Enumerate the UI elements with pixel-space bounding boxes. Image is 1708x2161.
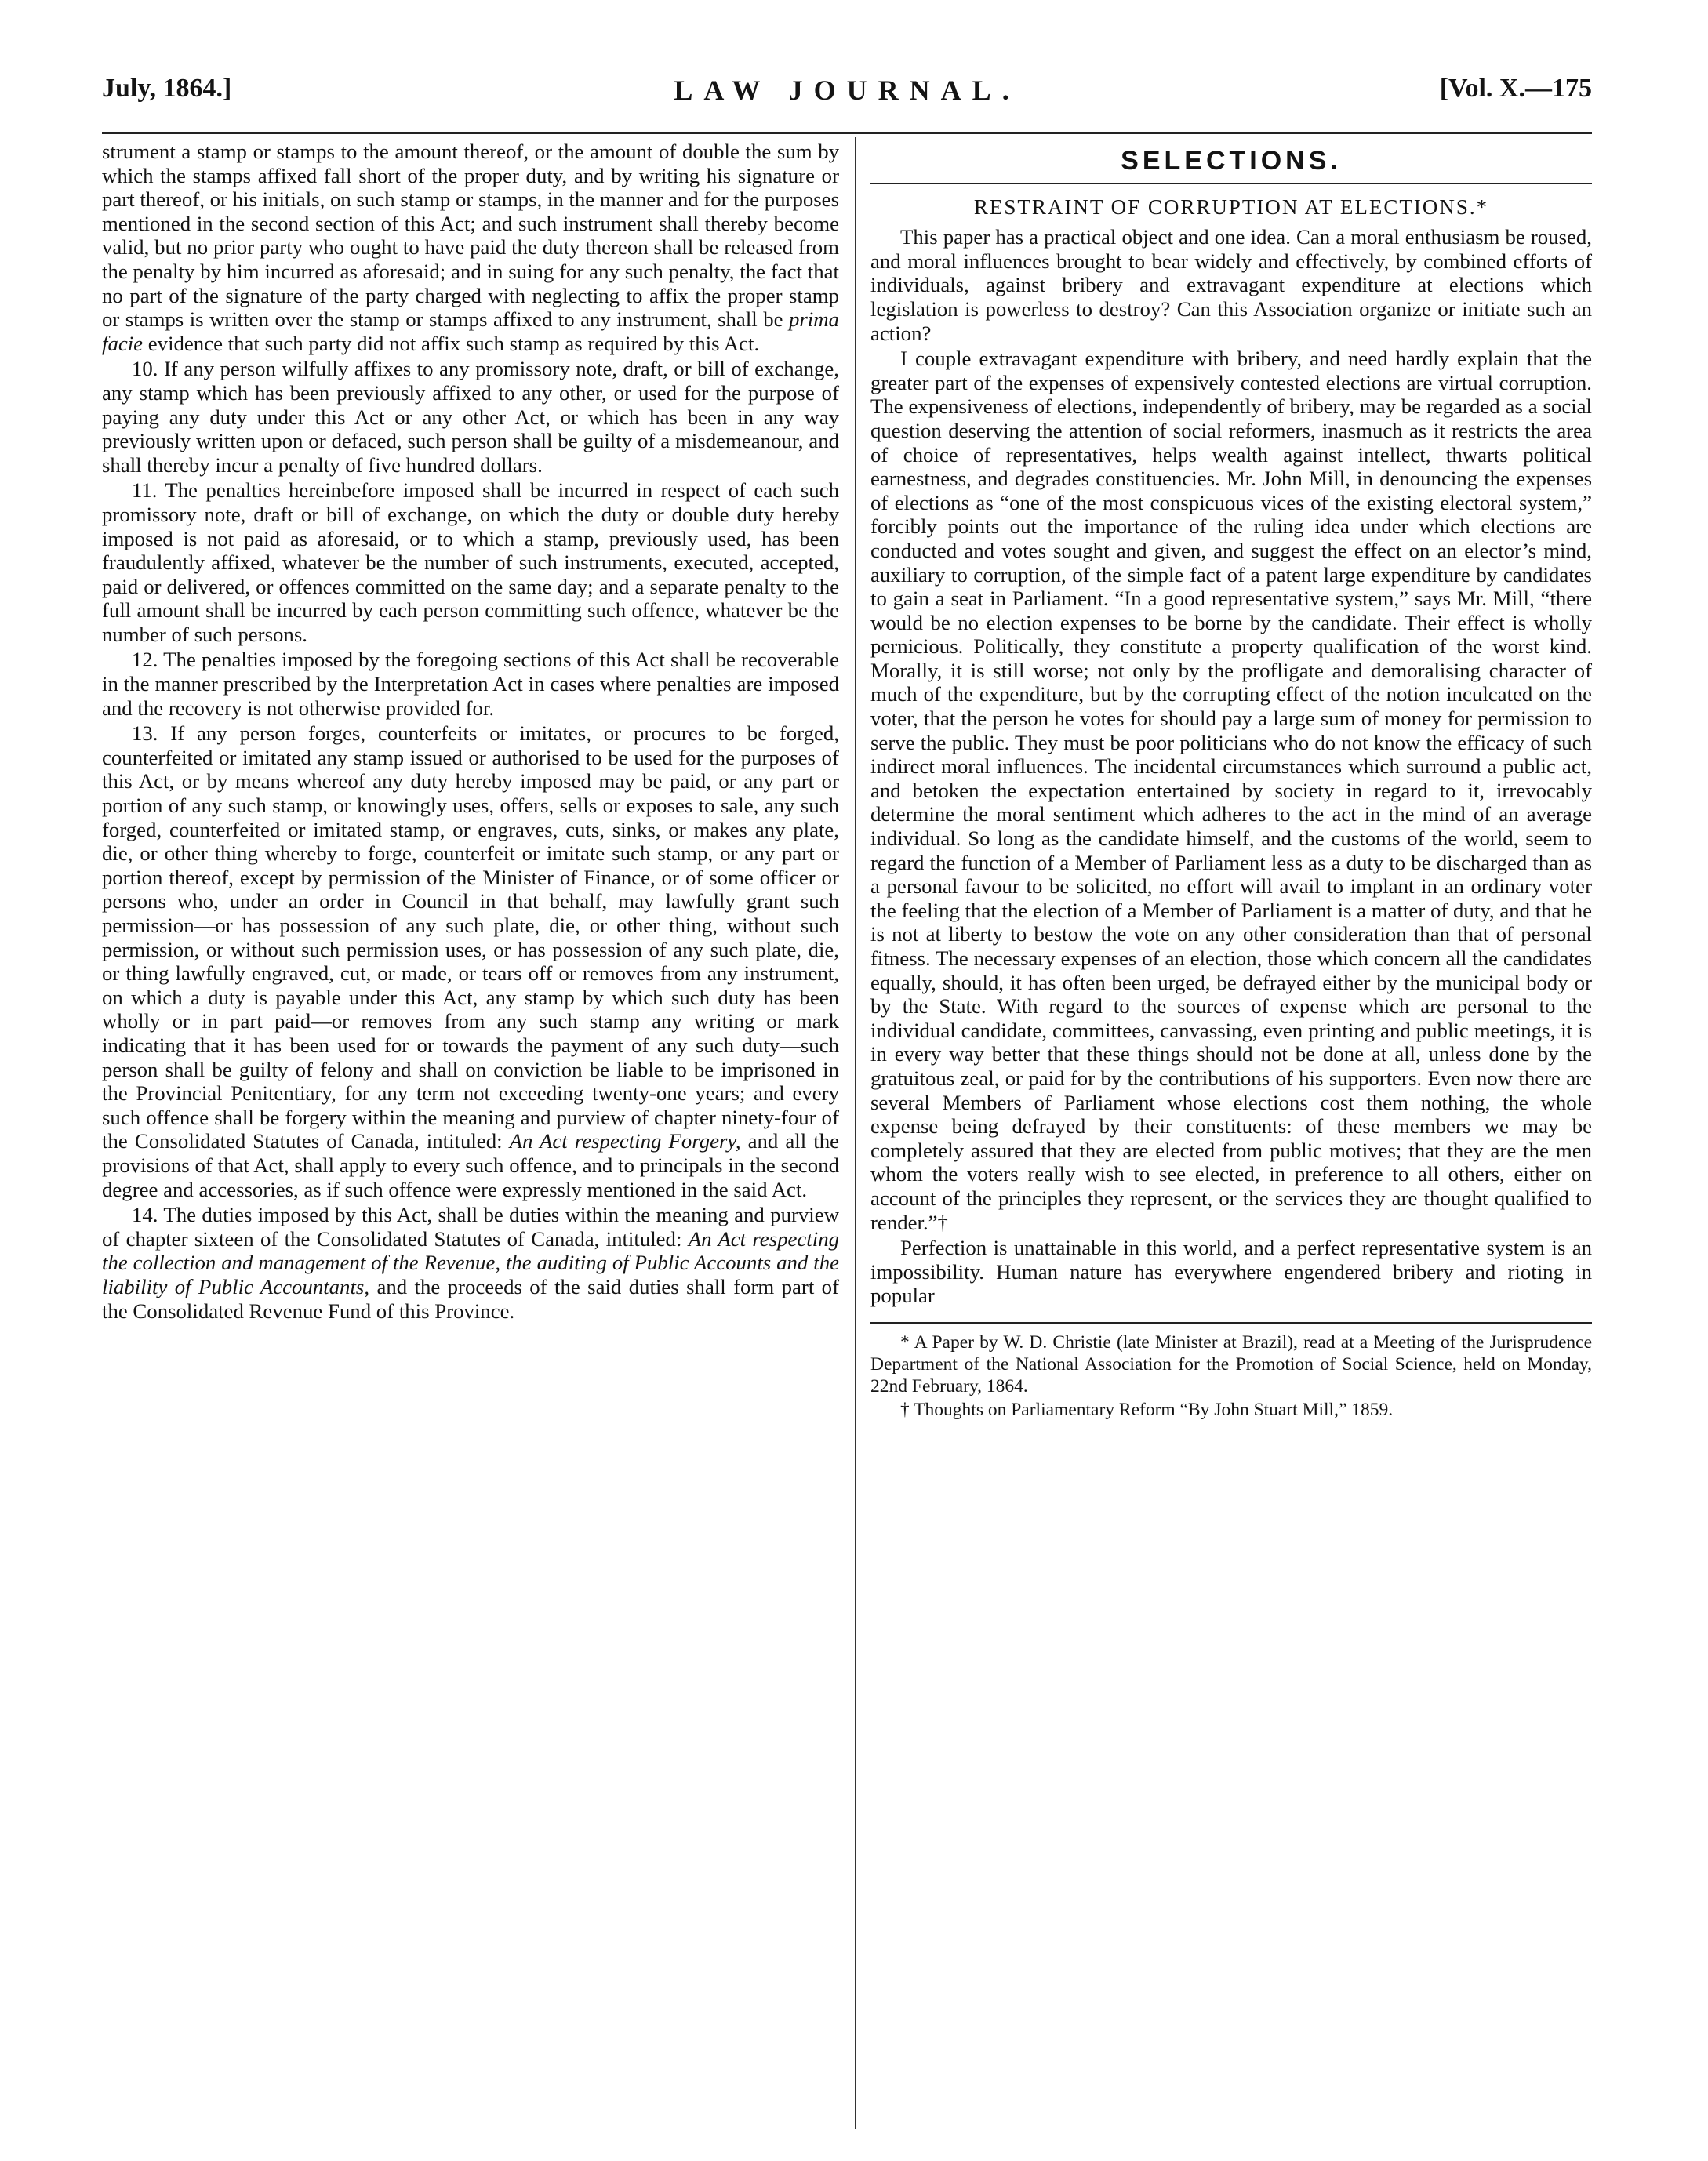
volume-page-number: [Vol. X.—175	[1439, 74, 1592, 103]
statute-text: strument a stamp or stamps to the amount thereof, or the amount of double the sum by which the stamps affixed fall short of the proper duty, and by writing his signature or part thereof, or his initials, on such stamp or stamps, in the manner and for the purposes mentioned in the second section of this Act; and such instrument shall thereby become valid, but no prior party who ought to have paid the duty thereon shall be released from the penalty by him incurred as aforesaid; and in suing for any such penalty, the fact that no part of the signature of the party charged with neglecting to affix the proper stamp or stamps is written over the stamp or stamps affixed to any instrument, shall be	[102, 140, 839, 332]
issue-date: July, 1864.]	[102, 74, 232, 103]
statute-continuation	[102, 140, 839, 355]
column-divider	[855, 137, 856, 2129]
page-header	[102, 74, 1592, 121]
heading-rule	[870, 183, 1592, 184]
section-13	[102, 721, 839, 1201]
footnote: † Thoughts on Parliamentary Reform “By John Stuart Mill,” 1859.	[900, 1399, 1394, 1420]
footnote-rule	[870, 1322, 1592, 1324]
act-title: An Act respecting the collection and management of the Revenue, the auditing of Public Accounts and the liability of Public Accountants,	[102, 1226, 839, 1298]
act-title: An Act respecting Forgery,	[509, 1129, 741, 1153]
journal-title: LAW JOURNAL.	[674, 74, 1020, 106]
statute-text: 14. The duties imposed by this Act, shall be duties within the meaning and purview of chapter sixteen of the Consolidated Statutes of Canada, intituled:	[102, 1203, 839, 1251]
left-column	[102, 140, 839, 1323]
italic-phrase: prima facie	[102, 307, 840, 355]
article-title: RESTRAINT OF CORRUPTION AT ELECTIONS.*	[973, 194, 1489, 219]
header-rule	[102, 132, 1592, 134]
section-14	[102, 1203, 839, 1323]
statute-text: evidence that such party did not affix such stamp as required by this Act.	[147, 331, 760, 355]
footnote: * A Paper by W. D. Christie (late Minister at Brazil), read at a Meeting of the Jurisprudence Department of the National Association for the Promotion of Social Science, held on Monday, 22nd February, 1864.	[870, 1331, 1592, 1396]
statute-text: and all the provisions of that Act, shall apply to every such offence, and to principals in the second degree and accessories, as if such offence were expressly mentioned in the said Act.	[102, 1129, 840, 1201]
article-paragraph: I couple extravagant expenditure with bribery, and need hardly explain that the greater part of the expenses of expensively contested elections are virtual corruption. The expensiveness of elections, independently of bribery, may be regarded as a social question deserving the attention of social reformers, inasmuch as it restricts the area of choice of representatives, helps wealth against intellect, thwarts political earnestness, and degrades constituencies. Mr. John Mill, in denouncing the expenses of elections as “one of the most conspicuous vices of the existing electoral system,” forcibly points out the importance of the ruling idea under which elections are conducted and votes sought and given, and suggest the effect on an elector’s mind, auxiliary to corruption, of the simple fact of a patent large expenditure by candidates to gain a seat in Parliament. “In a good representative system,” says Mr. Mill, “there would be no election expenses to be borne by the candidate. Their effect is wholly pernicious. Politically, they constitute a property qualification of the worst kind. Morally, it is still worse; not only by the profligate and demoralising character of much of the expenditure, but by the corrupting effect of the notion inculcated on the voter, that the person he votes for should pay a large sum of money for permission to serve the public. They must be poor politicians who do not know the efficacy of such indirect moral influences. The incidental circumstances which surround a public act, and betoken the expectation entertained by society in regard to it, irrevocably determine the moral sentiment which adheres to the act in the mind of an average individual. So long as the candidate himself, and the customs of the world, seem to regard the function of a Member of Parliament less as a duty to be discharged than as a personal favour to be solicited, no effort will avail to implant in an ordinary voter the feeling that the election of a Member of Parliament is a matter of duty, and that he is not at liberty to bestow the vote on any other consideration than that of personal fitness. The necessary expenses of an election, those which concern all the candidates equally, should, it has often been urged, be defrayed either by the municipal body or by the State. With regard to the sources of expense which are personal to the individual candidate, committees, canvassing, even printing and public meetings, it is in every way better that these things should not be done at all, unless done by the gratuitous zeal, or paid for by the contributions of his supporters. Even now there are several Members of Parliament whose elections cost them nothing, the whole expense being defrayed by their constituents: of these members we may be completely assured that they are elected from public motives; that they are the men whom the voters really wish to see elected, in preference to all others, either on account of the principles they represent, or the services they are thought qualified to render.”†	[870, 347, 1592, 1234]
right-column	[870, 140, 1592, 1421]
article-paragraph: This paper has a practical object and one idea. Can a moral enthusiasm be roused, and moral influences brought to bear widely and effectively, by combined efforts of individuals, against bribery and extravagant expenditure at elections which legislation is powerless to destroy? Can this Association organize or initiate such an action?	[870, 225, 1592, 345]
section-11: 11. The penalties hereinbefore imposed shall be incurred in respect of each such promissory note, draft or bill of exchange, on which the duty or double duty hereby imposed is not paid as aforesaid, or to which a stamp, previously used, has been fraudulently affixed, whatever be the number of such instruments, executed, accepted, paid or delivered, or offences committed on the same day; and a separate penalty to the full amount shall be incurred by each person committing such offence, whatever be the number of such persons.	[102, 478, 839, 646]
section-heading: SELECTIONS.	[1121, 146, 1342, 176]
article-paragraph: Perfection is unattainable in this world, and a perfect representative system is an impossibility. Human nature has everywhere engendered bribery and rioting in popular	[870, 1236, 1592, 1308]
section-12: 12. The penalties imposed by the foregoing sections of this Act shall be recoverable in the manner prescribed by the Interpretation Act in cases where penalties are imposed and the recovery is not otherwise provided for.	[102, 648, 839, 720]
statute-text: and the proceeds of the said duties shall form part of the Consolidated Revenue Fund of this Province.	[102, 1274, 839, 1323]
statute-text: 13. If any person forges, counterfeits or imitates, or procures to be forged, counterfeited or imitated any stamp issued or authorised to be used for the purposes of this Act, or by means whereof any duty hereby imposed may be paid, or any part or portion of any such stamp, or knowingly uses, offers, sells or exposes to sale, any such forged, counterfeited or imitated stamp, or engraves, cuts, sinks, or makes any plate, die, or other thing whereby to forge, counterfeit or imitate such stamp, or any part or portion thereof, except by permission of the Minister of Finance, or of some officer or persons who, under an order in Council in that behalf, may lawfully grant such permission—or has possession of any such plate, die, or other thing, without such permission, or without such permission uses, or has possession of any such plate, die, or thing lawfully engraved, cut, or made, or tears off or removes from any instrument, on which a duty is payable under this Act, any stamp by which such duty has been wholly or in part paid—or removes from any such stamp any writing or mark indicating that it has been used for or towards the payment of any such duty—such person shall be guilty of felony and shall on conviction be liable to be imprisoned in the Provincial Penitentiary, for any term not exceeding twenty-one years; and every such offence shall be forgery within the meaning and purview of chapter ninety-four of the Consolidated Statutes of Canada, intituled:	[102, 721, 839, 1153]
section-10: 10. If any person wilfully affixes to any promissory note, draft, or bill of exchange, any stamp which has been previously affixed to any other, or used for the purpose of paying any duty under this Act or any other Act, or which has been in any way previously written upon or defaced, such person shall be guilty of a misdemeanour, and shall thereby incur a penalty of five hundred dollars.	[102, 357, 839, 477]
